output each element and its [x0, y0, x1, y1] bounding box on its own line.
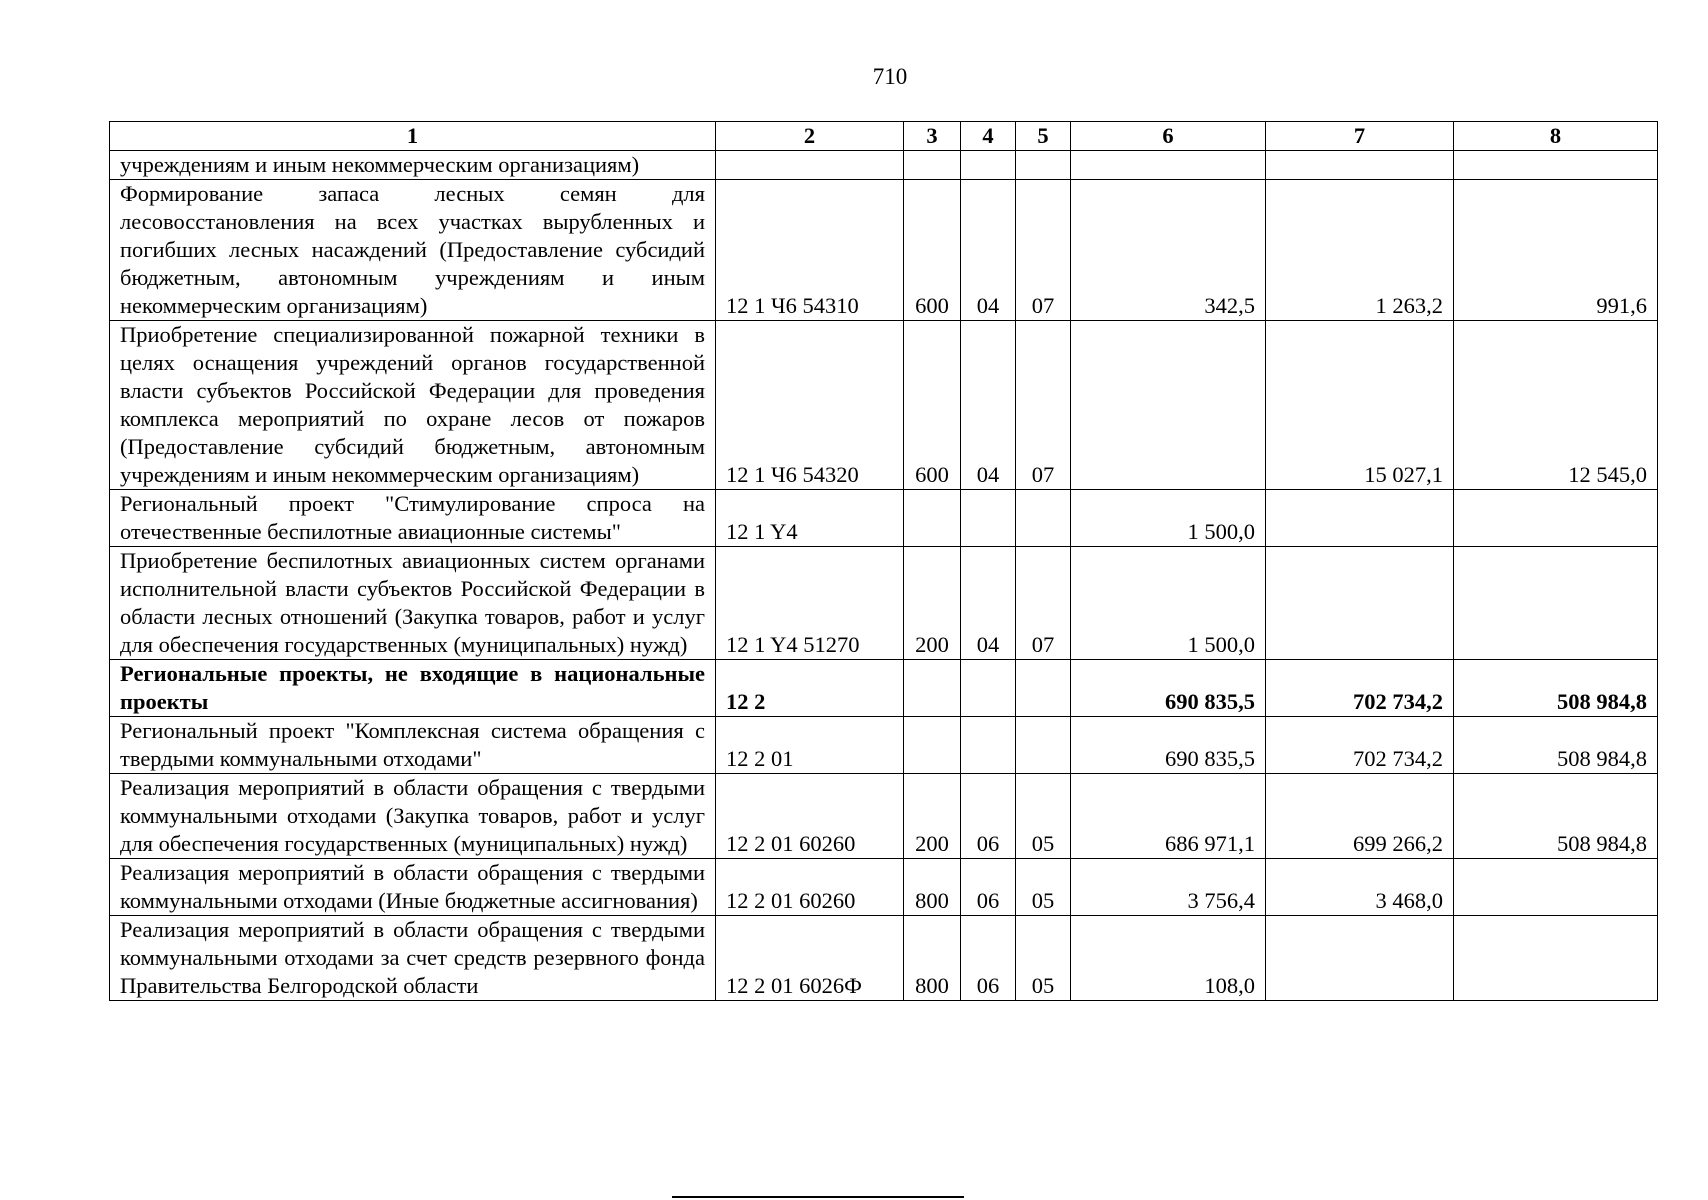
row-col-5: 05	[1016, 859, 1071, 916]
row-col-4: 04	[961, 180, 1016, 321]
row-name: Региональные проекты, не входящие в национальные проекты	[110, 660, 716, 717]
row-col-6: 1 500,0	[1071, 490, 1266, 547]
row-col-5: 07	[1016, 547, 1071, 660]
row-code: 12 2 01 6026Ф	[716, 916, 904, 1001]
row-name: Реализация мероприятий в области обращения с твердыми коммунальными отходами за счет средств резервного фонда Правительства Белгородской области	[110, 916, 716, 1001]
row-col-7: 1 263,2	[1266, 180, 1454, 321]
row-code: 12 1 Y4	[716, 490, 904, 547]
row-col-7	[1266, 151, 1454, 180]
row-code: 12 2 01	[716, 717, 904, 774]
row-col-4	[961, 717, 1016, 774]
row-col-5	[1016, 660, 1071, 717]
row-col-8: 991,6	[1454, 180, 1658, 321]
row-col-8: 508 984,8	[1454, 774, 1658, 859]
row-name: учреждениям и иным некоммерческим организациям)	[110, 151, 716, 180]
budget-table	[109, 121, 1658, 1001]
row-col-3	[904, 490, 961, 547]
row-col-5: 07	[1016, 180, 1071, 321]
row-col-7: 699 266,2	[1266, 774, 1454, 859]
row-col-5	[1016, 151, 1071, 180]
header-col-1: 1	[110, 122, 716, 151]
row-col-8	[1454, 859, 1658, 916]
row-col-3: 800	[904, 859, 961, 916]
row-col-8: 12 545,0	[1454, 321, 1658, 490]
row-col-6: 686 971,1	[1071, 774, 1266, 859]
row-col-8	[1454, 547, 1658, 660]
row-code: 12 2 01 60260	[716, 774, 904, 859]
row-name: Реализация мероприятий в области обращения с твердыми коммунальными отходами (Иные бюджетные ассигнования)	[110, 859, 716, 916]
row-col-3: 600	[904, 321, 961, 490]
row-col-3: 200	[904, 774, 961, 859]
row-col-6: 690 835,5	[1071, 660, 1266, 717]
table-row	[110, 859, 1658, 916]
header-col-2: 2	[716, 122, 904, 151]
row-code: 12 1 Ч6 54310	[716, 180, 904, 321]
row-col-3	[904, 717, 961, 774]
header-col-8: 8	[1454, 122, 1658, 151]
row-code: 12 1 Ч6 54320	[716, 321, 904, 490]
row-col-4: 04	[961, 321, 1016, 490]
row-col-4: 06	[961, 774, 1016, 859]
row-col-8	[1454, 916, 1658, 1001]
row-col-7: 702 734,2	[1266, 660, 1454, 717]
row-col-7: 3 468,0	[1266, 859, 1454, 916]
row-col-5	[1016, 717, 1071, 774]
table-row-section	[110, 660, 1658, 717]
row-col-6: 342,5	[1071, 180, 1266, 321]
row-col-5: 05	[1016, 916, 1071, 1001]
row-code: 12 2 01 60260	[716, 859, 904, 916]
row-col-7: 702 734,2	[1266, 717, 1454, 774]
row-col-3: 600	[904, 180, 961, 321]
row-col-4	[961, 660, 1016, 717]
footer-divider	[672, 1196, 964, 1198]
row-col-5: 07	[1016, 321, 1071, 490]
table-row	[110, 490, 1658, 547]
page-number: 710	[872, 64, 908, 89]
header-col-6: 6	[1071, 122, 1266, 151]
row-col-6	[1071, 151, 1266, 180]
row-code: 12 1 Y4 51270	[716, 547, 904, 660]
row-col-4: 06	[961, 916, 1016, 1001]
table-row	[110, 547, 1658, 660]
header-col-4: 4	[961, 122, 1016, 151]
table-row	[110, 916, 1658, 1001]
row-col-8: 508 984,8	[1454, 717, 1658, 774]
row-code: 12 2	[716, 660, 904, 717]
row-name: Приобретение беспилотных авиационных систем органами исполнительной власти субъектов Российской Федерации в области лесных отношений (Закупка товаров, работ и услуг для обеспечения государственных (муниципальных) нужд)	[110, 547, 716, 660]
row-col-3	[904, 660, 961, 717]
row-col-5: 05	[1016, 774, 1071, 859]
row-col-3: 800	[904, 916, 961, 1001]
row-col-4: 04	[961, 547, 1016, 660]
row-col-8: 508 984,8	[1454, 660, 1658, 717]
row-code	[716, 151, 904, 180]
table-row	[110, 321, 1658, 490]
row-name: Формирование запаса лесных семян для лесовосстановления на всех участках вырубленных и погибших лесных насаждений (Предоставление субсидий бюджетным, автономным учреждениям и иным некоммерческим организациям)	[110, 180, 716, 321]
row-col-7: 15 027,1	[1266, 321, 1454, 490]
row-col-6: 1 500,0	[1071, 547, 1266, 660]
row-col-6: 3 756,4	[1071, 859, 1266, 916]
row-col-6: 690 835,5	[1071, 717, 1266, 774]
row-col-3	[904, 151, 961, 180]
row-col-4	[961, 490, 1016, 547]
table-row	[110, 180, 1658, 321]
row-col-7	[1266, 547, 1454, 660]
header-col-7: 7	[1266, 122, 1454, 151]
header-row	[110, 122, 1658, 151]
row-col-4	[961, 151, 1016, 180]
row-col-4: 06	[961, 859, 1016, 916]
row-name: Региональный проект "Комплексная система обращения с твердыми коммунальными отходами"	[110, 717, 716, 774]
row-name: Приобретение специализированной пожарной техники в целях оснащения учреждений органов государственной власти субъектов Российской Федерации для проведения комплекса мероприятий по охране лесов от пожаров (Предоставление субсидий бюджетным, автономным учреждениям и иным некоммерческим организациям)	[110, 321, 716, 490]
row-col-7	[1266, 490, 1454, 547]
row-col-8	[1454, 151, 1658, 180]
table-row	[110, 774, 1658, 859]
table-row	[110, 717, 1658, 774]
row-name: Реализация мероприятий в области обращения с твердыми коммунальными отходами (Закупка товаров, работ и услуг для обеспечения государственных (муниципальных) нужд)	[110, 774, 716, 859]
table-row	[110, 151, 1658, 180]
row-name: Региональный проект "Стимулирование спроса на отечественные беспилотные авиационные системы"	[110, 490, 716, 547]
row-col-6	[1071, 321, 1266, 490]
row-col-3: 200	[904, 547, 961, 660]
row-col-8	[1454, 490, 1658, 547]
header-col-3: 3	[904, 122, 961, 151]
row-col-7	[1266, 916, 1454, 1001]
row-col-5	[1016, 490, 1071, 547]
row-col-6: 108,0	[1071, 916, 1266, 1001]
header-col-5: 5	[1016, 122, 1071, 151]
